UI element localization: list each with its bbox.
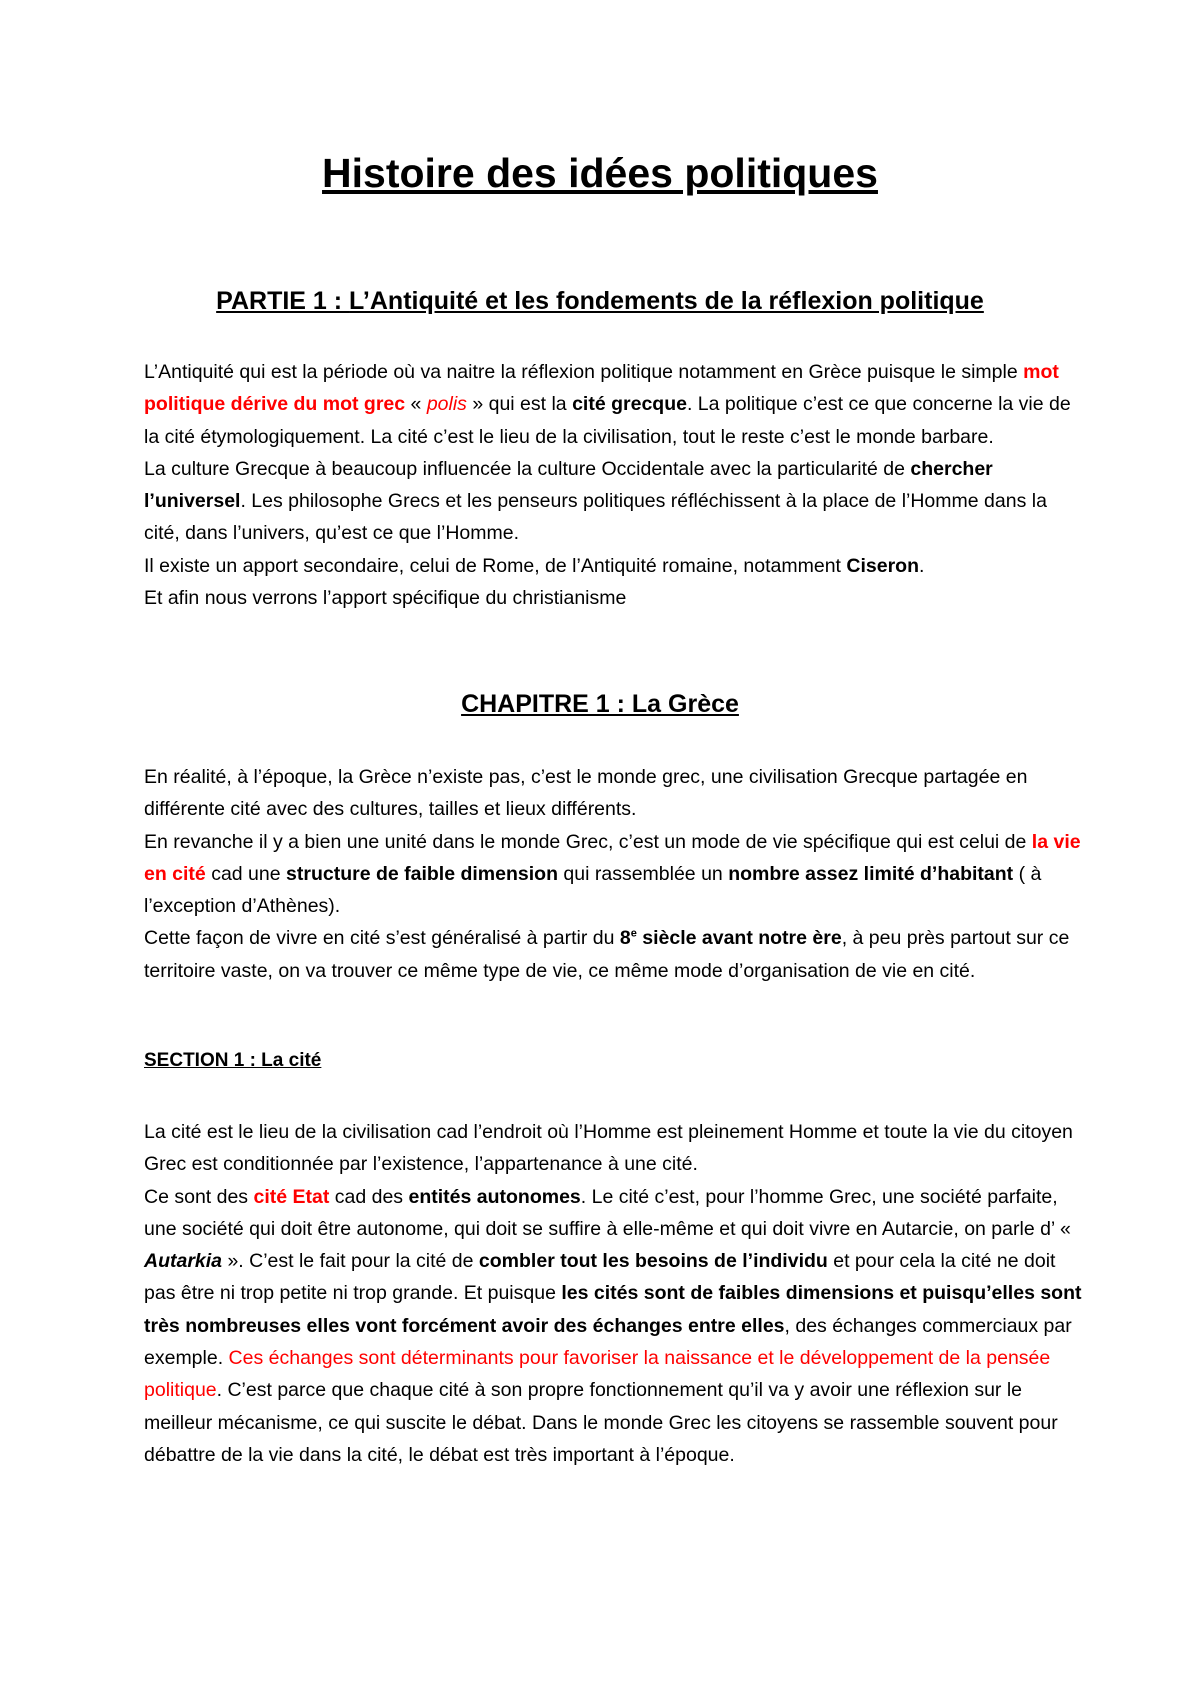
part-label: PARTIE 1 : [216, 287, 350, 315]
intro-bold: chercher l’universel [144, 457, 993, 513]
intro-text: . La politique c’est ce que concerne la vie de la cité étymologiquement. La cité c’est le lieu de la civilisation, tout le reste c’est le monde barbare. [144, 393, 1071, 448]
intro-term-polis: polis [426, 393, 467, 416]
intro-text: La culture Grecque à beaucoup influencée la culture Occidentale avec la particularité de [144, 457, 911, 480]
section-text: Ce sont des [144, 1185, 254, 1208]
intro-text: L’Antiquité qui est la période où va naitre la réflexion politique notamment en Grèce puisque le simple [144, 361, 1024, 383]
intro-text: . [919, 554, 925, 577]
chapter-bold: nombre assez limité d’habitant [728, 862, 1014, 885]
section-text: et pour cela la cité ne doit pas être ni trop petite ni trop grande. Et puisque [144, 1250, 1056, 1305]
intro-text: Il existe un apport secondaire, celui de Rome, de l’Antiquité romaine, notamment [144, 554, 847, 577]
chapter-highlight: la vie en cité [144, 830, 1081, 885]
chapter-text: ( à l’exception d’Athènes). [144, 862, 1042, 918]
intro-text: Et afin nous verrons l’apport spécifique du christianisme [144, 587, 627, 610]
chapter-heading: CHAPITRE 1 : La Grèce [461, 690, 739, 718]
section-highlight: Ces échanges sont déterminants pour favoriser la naissance et le développement de la pensée politique [144, 1347, 1051, 1402]
section-text: , des échanges commerciaux par exemple. [144, 1314, 1072, 1370]
chapter-bold: structure de faible dimension [286, 862, 558, 885]
section-text: . Le cité c’est, pour l’homme Grec, une société parfaite, une société qui doit être autonome, qui doit se suffire à elle-même et qui doit vivre en Autarcie, on parle d’ « [144, 1185, 1071, 1240]
part-title: L’Antiquité et les fondements de la réflexion politique [349, 287, 984, 315]
section-highlight: cité Etat [253, 1185, 330, 1208]
chapter-text: , à peu près partout sur ce territoire vaste, on va trouver ce même type de vie, ce même mode d’organisation de vie en cité. [144, 927, 1070, 982]
intro-text: » qui est la [466, 393, 573, 416]
section-text: . C’est parce que chaque cité à son propre fonctionnement qu’il va y avoir une réflexion sur le meilleur mécanisme, ce qui suscite le débat. Dans le monde Grec les citoyens se rassemble souvent pour débattre de la vie dans la cité, le débat est très important à l’époque. [144, 1379, 1058, 1466]
chapter-text: En réalité, à l’époque, la Grèce n’existe pas, c’est le monde grec, une civilisation Grecque partagée en différente cité avec des cultures, tailles et lieux différents. [144, 766, 1028, 821]
section-bold: les cités sont de faibles dimensions et puisqu’elles sont très nombreuses elles vont forcément avoir des échanges entre elles [144, 1282, 1082, 1337]
part-heading [0, 287, 1200, 316]
chapter-text: cad une [205, 862, 287, 885]
intro-paragraph [144, 356, 1084, 614]
section-text: cad des [329, 1185, 409, 1208]
chapter-paragraph [144, 761, 1084, 987]
chapter-bold: siècle avant notre ère [636, 927, 842, 950]
intro-bold: Ciseron [846, 554, 919, 577]
chapter-bold: 8 [619, 927, 631, 950]
section-term-autarkia: Autarkia [144, 1250, 223, 1273]
section-heading: SECTION 1 : La cité [144, 1050, 322, 1071]
section-bold: entités autonomes [408, 1185, 581, 1208]
section-text: ». C’est le fait pour la cité de [222, 1250, 479, 1273]
intro-bold: cité grecque [572, 393, 687, 416]
intro-highlight: mot politique dérive du mot grec [144, 361, 1059, 416]
chapter-text: qui rassemblée un [558, 862, 729, 885]
chapter-text: Cette façon de vivre en cité s’est généralisé à partir du [144, 927, 620, 950]
section-text: La cité est le lieu de la civilisation cad l’endroit où l’Homme est pleinement Homme et toute la vie du citoyen Grec est conditionnée par l’existence, l’appartenance à une cité. [144, 1121, 1073, 1176]
page-title: Histoire des idées politiques [322, 150, 878, 196]
section-paragraph [144, 1116, 1084, 1471]
chapter-superscript: e [630, 927, 637, 940]
section-bold: combler tout les besoins de l’individu [478, 1250, 828, 1273]
chapter-text: En revanche il y a bien une unité dans le monde Grec, c’est un mode de vie spécifique qui est celui de [144, 830, 1032, 853]
intro-text: . Les philosophe Grecs et les penseurs politiques réfléchissent à la place de l’Homme dans la cité, dans l’univers, qu’est ce que l’Homme. [144, 490, 1047, 545]
intro-text: « [405, 393, 427, 416]
